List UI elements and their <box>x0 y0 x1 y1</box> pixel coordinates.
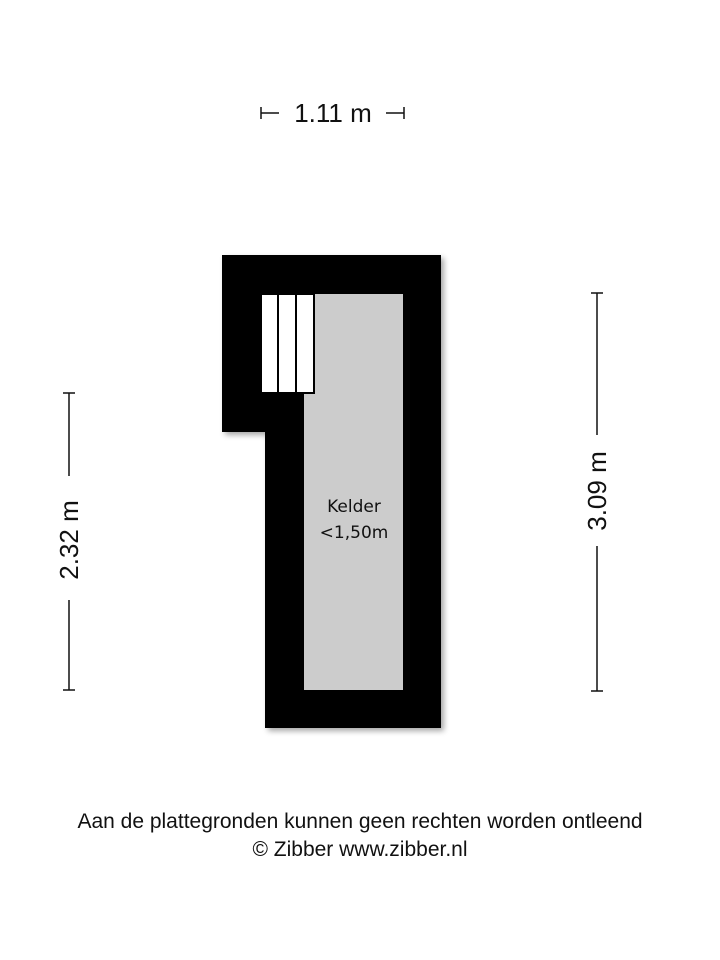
disclaimer-text: Aan de plattegronden kunnen geen rechten worden ontleend <box>77 810 643 833</box>
room-name: Kelder <box>327 497 381 517</box>
room-height-note: <1,50m <box>319 523 389 543</box>
copyright-text: © Zibber www.zibber.nl <box>252 838 468 861</box>
stairs-icon <box>261 294 314 393</box>
room-floor <box>304 294 403 690</box>
dimension-top <box>261 98 404 128</box>
dimension-right <box>582 293 612 691</box>
dimension-left <box>54 393 84 690</box>
dimension-top-label: 1.11 m <box>294 98 372 128</box>
dimension-left-label: 2.32 m <box>54 500 84 580</box>
dimension-right-label: 3.09 m <box>582 451 612 531</box>
